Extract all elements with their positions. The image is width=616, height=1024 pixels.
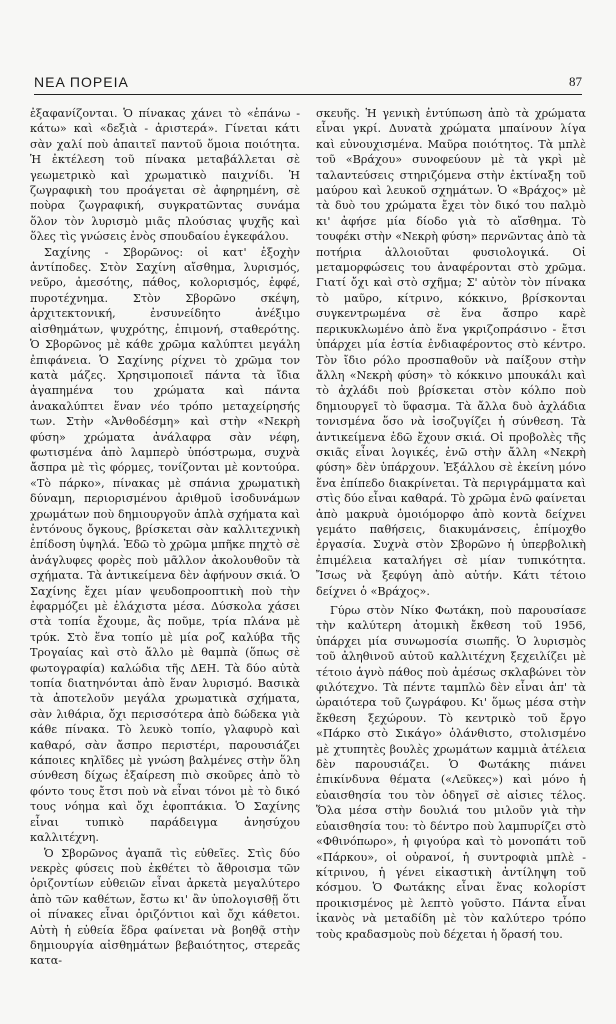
header-rule xyxy=(34,94,582,95)
paragraph: σκευῆς. Ἡ γενικὴ ἐντύπωση ἀπὸ τὰ χρώματα εἶναι γκρί. Δυνατὰ χρώματα μπαίνουν λίγα καὶ εὐνουχισμένα. Μαῦρα ποιότητος. Τὰ μπλὲ τοῦ «Βράχου» συνοφεύουν μὲ τὰ γκρὶ μὲ ταλαντεύσεις στηριζόμενα στὴν ἐκτίναξη τοῦ μαύρου καὶ λευκοῦ σχημάτων. Ὁ «Βράχος» μὲ τὰ δυὸ του χρώματα ἔχει τὸν δικό του παλμὸ κι' ἀφήσε μία δίοδο γιὰ τὸ αἴσθημα. Τὸ τουφέκι στὴν «Νεκρὴ φύση» περνῶντας ἀπὸ τὰ ποτήρια ἀλλοιοῦται φυσιολογικά. Οἱ μεταμορφώσεις του ἀναφέρονται στὸ χρῶμα. Γιατί ὄχι καὶ στὸ σχῆμα; Σ' αὐτὸν τὸν πίνακα τὸ μαῦρο, κίτρινο, κόκκινο, βρίσκονται συγκεντρωμένα σὲ ἕνα ἄσπρο καρὲ περικυκλωμένο ἀπὸ ἕνα γκριζοπράσινο - ἔτσι ὑπάρχει μία ἑστία ἐνδιαφέροντος στὸ κέντρο. Τὸν ἴδιο ρόλο προσπαθοῦν νὰ παίξουν στὴν ἄλλη «Νεκρὴ φύση» τὸ κόκκινο μπουκάλι καὶ τὸ ἀχλάδι ποὺ βρίσκεται στὸν κόλπο ποὺ δημιουργεῖ τὸ ὕφασμα. Τὰ ἄλλα δυὸ ἀχλάδια τονισμένα ὅσο νὰ ἰσοζυγίζει ἡ σύνθεση. Τὰ ἀντικείμενα ἐδῶ ἔχουν σκιά. Οἱ προβολὲς τῆς σκιᾶς εἶναι λογικές, ἐνῶ στὴν ἄλλη «Νεκρὴ φύση» δὲν ὑπάρχουν. Ἐξάλλου σὲ ἐκείνη μόνο ἕνα ἐπίπεδο διακρίνεται. Τὰ περιγράμματα καὶ στὶς δύο εἶναι καθαρά. Τὸ χρῶμα ἐνῶ φαίνεται ἀπὸ μακρυὰ ὁμοιόμορφο ἀπὸ κοντὰ δείχνει γεμάτο παθήσεις, διακυμάνσεις, ἐπίμοχθο ἐργασία. Συχνὰ στὸν Σβορῶνο ἡ ὑπερβολικὴ ἐπιμέλεια καταλήγει σὲ μίαν τυπικότητα. Ἴσως νὰ ξεφύγη ἀπὸ αὐτήν. Κάτι τέτοιο δείχνει ὁ «Βράχος». xyxy=(316,107,586,598)
paragraph: Ὁ Σβορῶνος ἀγαπᾶ τὶς εὐθεῖες. Στὶς δύο νεκρὲς φύσεις ποὺ ἐκθέτει τὸ ἄθροισμα τῶν ὁριζοντίων εὐθειῶν εἶναι ἀρκετὰ μεγαλύτερο ἀπὸ τῶν καθέτων, ἔστω κι' ἂν ὑπολογισθῇ ὅτι οἱ πίνακες εἶναι ὁριζόντιοι καὶ ὄχι κάθετοι. Αὐτὴ ἡ εὐθεία ἕδρα φαίνεται νὰ βοηθᾷ στὴν δημιουργία αἰσθημάτων βεβαιότητος, στερεᾶς κατα- xyxy=(30,846,300,968)
paragraph: Σαχίνης - Σβορῶνος: οἱ κατ' ἐξοχὴν ἀντίποδες. Στὸν Σαχίνη αἴσθημα, λυρισμός, νεῦρο, ἀμεσότης, πάθος, κολορισμός, ἐφφέ, πυροτέχνημα. Στὸν Σβορῶνο σκέψη, ἀρχιτεκτονική, ἐνσυνείδητο ἀνέξιμο αἰσθημάτων, ψυχρότης, ἐπιμονή, σταθερότης. Ὁ Σβορῶνος μὲ κάθε χρῶμα καλύπτει μεγάλη ἐπιφάνεια. Ὁ Σαχίνης ρίχνει τὸ χρῶμα τον κατὰ μάζες. Χρησιμοποιεῖ πάντα τὰ ἴδια ἀγαπημένα του χρώματα καὶ πάντα ἀνακαλύπτει ἕναν νέο τρόπο μεταχείρησής των. Στὴν «Ἀνθοδέσμη» καὶ στὴν «Νεκρὴ φύση» χρώματα ἀνάλαφρα σὰν νέφη, φωτισμένα ἀπὸ λαμπερὸ ὑπόστρωμα, συχνὰ ἄσπρα μὲ τὶς φόρμες, τονίζονται μὲ κοντούρα. «Τὸ πάρκο», πίνακας μὲ σπάνια χρωματικὴ δύναμη, περιορισμένου ἀριθμοῦ ἰσοδυνάμων χρωμάτων ποὺ δημιουργοῦν ἁπλὰ σχήματα καὶ ἐντόνους ὄγκους, βρίσκεται σὰν καλλιτεχνικὴ ἐπίδοση ὑψηλά. Ἐδῶ τὸ χρῶμα μπῆκε πηχτὸ σὲ ἀνάγλυφες φορὲς ποὺ μᾶλλον ἀκολουθοῦν τὰ σχήματα. Τὰ ἀντικείμενα δὲν ἀφήνουν σκιά. Ὁ Σαχίνης ἔχει μίαν ψευδοπροοπτικὴ ποὺ τὴν ἐφαρμόζει μὲ ἐλάχιστα μέσα. Δύσκολα χάσει στὰ τοπία ἔχουμε, ἂς ποῦμε, τρία πλάνα μὲ τρύκ. Στὸ ἕνα τοπίο μὲ μία ροζ καλύβα τῆς Τρογαίας καὶ στὸ ἄλλο μὲ θαμπὰ (ὅπως σὲ φωτογραφία) καλώδια τῆς ΔΕΗ. Τὰ δύο αὐτὰ τοπία διατηνόνται ἀπὸ ἕναν λυρισμό. Βασικὰ τὰ ἀποτελοῦν μεγάλα χρωματικὰ σχήματα, σὰν λιθάρια, ὄχι περισσότερα ἀπὸ δώδεκα γιὰ κάθε πίνακα. Τὸ λευκὸ τοπίο, γλαφυρὸ καὶ καθαρό, σὰν ἄσπρο περιστέρι, παρουσιάζει κάποιες κηλῖδες μὲ γνώση βαλμένες στὴν ὅλη σύνθεση δίχως ἐξαίρεση πιὸ σκοῦρες ἀπὸ τὸ φόντο τους ἔτσι ποὺ νὰ εἶναι τόνοι μὲ τὸ δικό τους νόημα καὶ ὄχι ἐφοπτάκια. Ὁ Σαχίνης εἶναι τυπικὸ παράδειγμα ἀνησύχου καλλιτέχνη. xyxy=(30,245,300,845)
page-number: 87 xyxy=(569,74,582,89)
paragraph: Γύρω στὸν Νίκο Φωτάκη, ποὺ παρουσίασε τὴν καλύτερη ἀτομικὴ ἔκθεση τοῦ 1956, ὑπάρχει μία συνωμοσία σιωπῆς. Ὁ λυρισμὸς τοῦ ἀληθινοῦ αὐτοῦ καλλιτέχνη ξεχειλίζει μὲ τέτοιο ἁγνὸ πάθος ποὺ ἀμέσως σκλαβώνει τὸν φιλότεχνο. Τὰ πέντε ταμπλὼ δὲν εἶναι ἀπ' τὰ ὡραιότερα τοῦ ζωγράφου. Κι' ὅμως μέσα στὴν ἔκθεση ξεχώρουν. Τὸ κεντρικὸ τοῦ ἔργο «Πάρκο στὸ Σικάγο» ὁλάνθιστο, στολισμένο μὲ χτυπητὲς βουλὲς χρωμάτων καμμιὰ ἀτέλεια δὲν παρουσιάζει. Ὁ Φωτάκης πιάνει ἐπικίνδυνα θέματα («Λεῦκες») καὶ μόνο ἡ εὐαισθησία του τὸν ὁδηγεῖ σὲ αἰσιες τέλος. Ὅλα μέσα στὴν δουλιά του μιλοῦν γιὰ τὴν εὐαισθησία του: τὸ δέντρο ποὺ λαμπυρίζει στὸ «Φθινόπωρο», ἡ φιγούρα καὶ τὸ μονοπάτι τοῦ «Πάρκου», οἱ οὐρανοί, ἡ συντροφιὰ μπλὲ - κίτρινου, ἡ γένει εἰκαστικὴ ἀντίληψη τοῦ κόσμου. Ὁ Φωτάκης εἶναι ἕνας κολορίστ προικισμένος μὲ λεπτὸ γοῦστο. Πάντα εἶναι ἱκανὸς νὰ μεταδίδη μὲ τὸν καλύτερο τρόπο τοὺς κραδασμοὺς ποὺ δέχεται ἡ ὅρασή του. xyxy=(316,604,586,941)
paragraph: ἐξαφανίζονται. Ὁ πίνακας χάνει τὸ «ἐπάνω - κάτω» καὶ «δεξιὰ - ἀριστερά». Γίνεται κάτι σὰν χαλί ποὺ ἀπαιτεῖ παντοῦ ὅμοια ποιότητα. Ἡ ἐκτέλεση τοῦ πίνακα μεταβάλλεται σὲ γεωμετρικὸ καὶ χρωματικὸ παιχνίδι. Ἡ ζωγραφικὴ του προάγεται σὲ ἀφηρημένη, σὲ ποὺρα ζωγραφική, συγκρατῶντας συνάμα ὅλον τὸν λυρισμὸ μιᾶς πλούσιας ψυχῆς καὶ ὅλες τὶς γνώσεις ἑνὸς σπουδαίου ἐγκεφάλου. xyxy=(30,107,300,244)
journal-title: ΝΕΑ ΠΟΡΕΙΑ xyxy=(34,74,129,90)
article-body xyxy=(30,106,586,1014)
left-column xyxy=(30,106,300,1014)
right-column xyxy=(316,106,586,1014)
page-header xyxy=(34,74,582,90)
